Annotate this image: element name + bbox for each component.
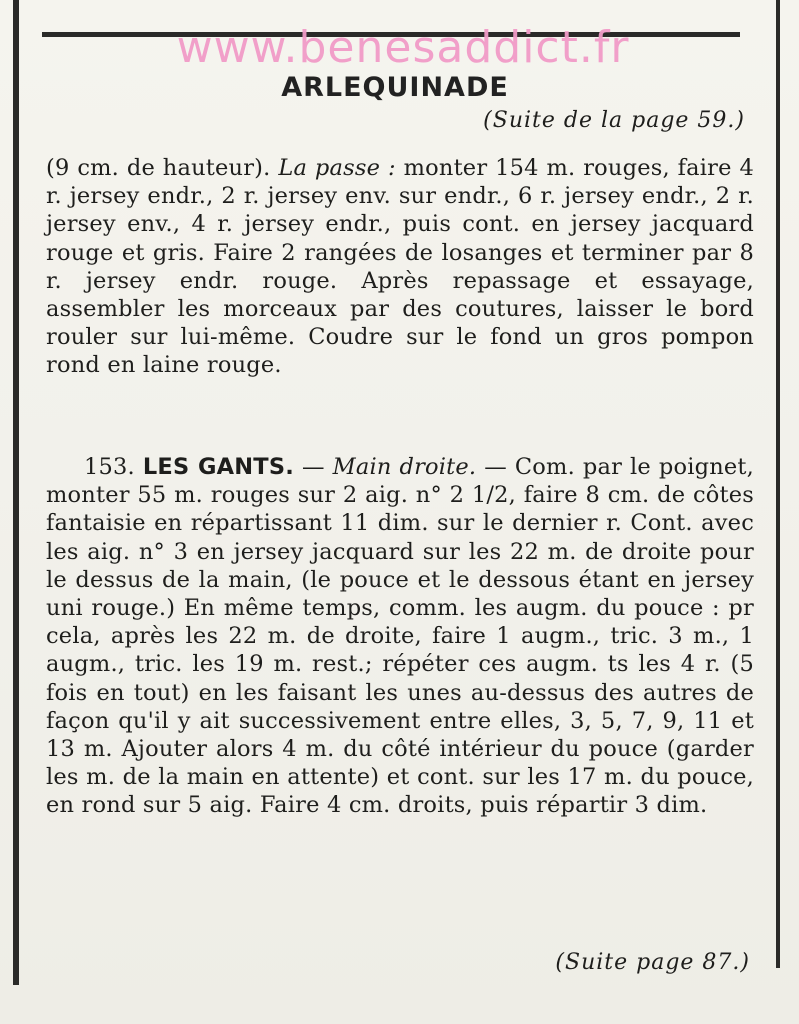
- paragraph-lead: (9 cm. de hauteur).: [46, 155, 279, 181]
- right-border-rule: [776, 0, 780, 968]
- passe-label: La passe :: [278, 155, 396, 181]
- paragraph-passe: [46, 154, 754, 380]
- item-number: 153.: [84, 454, 143, 480]
- paragraph-body: — Com. par le poignet, monter 55 m. rouges sur 2 aig. n° 2 1/2, faire 8 cm. de côtes fantaisie en répartissant 11 dim. sur le dernier r. Cont. avec les aig. n° 3 en jersey jacquard sur les 22 m. de droite pour le dessus de la main, (le pouce et le dessous étant en jersey uni rouge.) En même temps, comm. les augm. du pouce : pr cela, après les 22 m. de droite, faire 1 augm., tric. 3 m., 1 augm., tric. les 19 m. rest.; répéter ces augm. ts les 4 r. (5 fois en tout) en les faisant les unes au-dessus des autres de façon qu'il y ait successivement entre elles, 3, 5, 7, 9, 11 et 13 m. Ajouter alors 4 m. du côté intérieur du pouce (garder les m. de la main en attente) et cont. sur les 17 m. du pouce, en rond sur 5 aig. Faire 4 cm. droits, puis répartir 3 dim.: [46, 454, 755, 819]
- left-border-rule: [13, 0, 19, 985]
- paragraph-body: monter 154 m. rouges, faire 4 r. jersey endr., 2 r. jersey env. sur endr., 6 r. jersey endr., 2 r. jersey env., 4 r. jersey endr., puis cont. en jersey jacquard rouge et gris. Faire 2 rangées de losanges et terminer par 8 r. jersey endr. rouge. Après repassage et essayage, assembler les morceaux par des coutures, laisser le bord rouler sur lui-même. Coudre sur le fond un gros pompon rond en laine rouge.: [46, 155, 754, 379]
- site-watermark: www.benesaddict.fr: [176, 22, 630, 73]
- continued-to-note: (Suite page 87.): [555, 950, 750, 975]
- section-subheading: Main droite.: [332, 454, 477, 480]
- section-heading: LES GANTS.: [142, 454, 294, 480]
- article-title: ARLEQUINADE: [281, 72, 509, 103]
- heading-dash: —: [294, 454, 333, 480]
- continued-from-note: (Suite de la page 59.): [483, 108, 745, 133]
- paragraph-gants: [46, 453, 754, 820]
